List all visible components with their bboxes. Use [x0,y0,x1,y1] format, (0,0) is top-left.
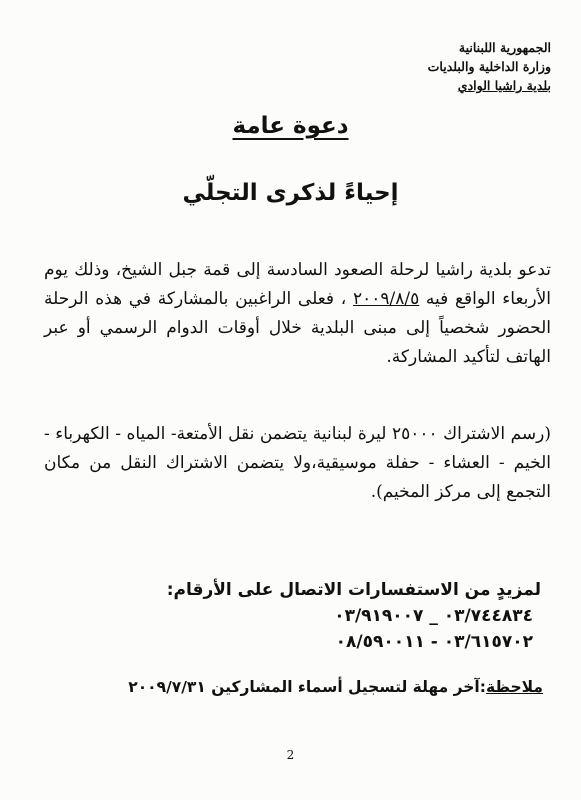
contact-block [167,577,541,655]
invitation-paragraph [44,256,551,372]
letterhead-ministry: وزارة الداخلية والبلديات [427,59,551,74]
paragraph-text-start: تدعو بلدية راشيا لرحلة الصعود السادسة إلى قمة جبل الشيخ، وذلك يوم الأربعاء الواقع فيه [44,260,552,309]
note-text: :آخر مهلة لتسجيل أسماء المشاركين ٢٠٠٩/٧/٣١ [128,678,486,696]
note-label: ملاحظة [485,678,543,696]
page-number: 2 [286,748,295,762]
fee-paragraph: (رسم الاشتراك ٢٥٠٠٠ ليرة لبنانية يتضمن نقل الأمتعة- المياه - الكهرباء - الخيم - العشاء - حفلة موسيقية،ولا يتضمن الاشتراك النقل من مكان التجمع إلى مركز المخيم). [44,424,551,502]
letterhead-republic: الجمهورية اللبنانية [458,40,551,55]
document-title-text: دعوة عامة [232,113,349,139]
document-subtitle: إحياءً لذكرى التجلّي [182,180,399,206]
phone-numbers-row-1: ٠٣/٧٤٤٨٣٤ _ ٠٣/٩١٩٠٠٧ [334,606,533,626]
contact-intro: لمزيدٍ من الاستفسارات الاتصال على الأرقام: [166,580,541,600]
document-title [0,113,581,139]
phone-numbers-row-2: ٠٣/٦١٥٧٠٢ - ٠٨/٥٩٠٠١١ [335,632,533,652]
letterhead [428,38,551,95]
letterhead-municipality: بلدية راشيا الوادي [457,78,551,93]
event-date: ٢٠٠٩/٨/٥ [352,289,420,309]
deadline-note [128,678,543,696]
paragraph-text-end: ، فعلى الراغبين بالمشاركة في هذه الرحلة الحضور شخصياً إلى مبنى البلدية خلال أوقات الدوام الرسمي أو عبر الهاتف لتأكيد المشاركة. [44,289,551,367]
